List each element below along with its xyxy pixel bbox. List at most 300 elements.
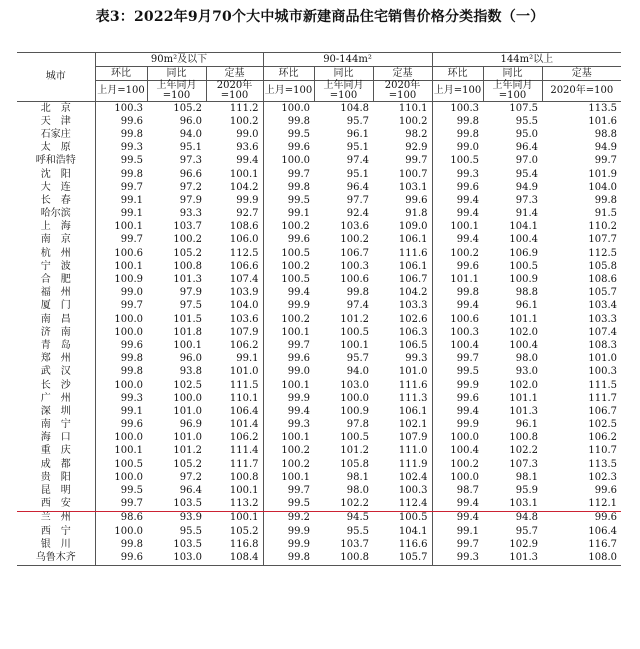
index-value: 99.6 [263,353,314,366]
table-row [17,168,621,181]
index-value: 98.7 [432,484,483,497]
index-value: 101.5 [173,313,202,325]
index-value: 101.3 [173,274,202,286]
index-value: 99.7 [263,339,314,352]
city-name: 呼和浩特 [35,155,76,167]
index-value: 100.9 [95,273,147,286]
table-row [17,379,621,392]
index-value: 99.2 [263,511,314,525]
index-value: 99.3 [432,551,483,565]
index-value: 102.9 [509,538,539,550]
index-value: 103.5 [147,498,206,512]
index-value: 92.7 [236,208,259,220]
index-value: 100.0 [95,432,147,445]
index-value: 101.2 [340,445,370,457]
city-name: 深 圳 [40,405,71,417]
index-value: 111.9 [398,458,428,470]
index-value: 108.6 [588,274,618,286]
index-value: 100.0 [95,326,147,339]
index-value: 99.8 [95,538,147,551]
table-body [17,102,621,566]
subheader-cell: 环比 [263,67,314,81]
index-value: 116.6 [398,538,428,550]
index-value: 100.2 [340,234,370,246]
index-value: 95.7 [515,525,539,537]
city-name: 西 宁 [40,525,71,537]
index-value: 113.2 [206,498,263,512]
index-value: 101.4 [229,419,259,431]
city-name: 长 春 [40,194,71,206]
index-value: 113.5 [588,102,618,114]
subheader-cell: 定基 [373,67,432,81]
city-name: 上 海 [40,221,71,233]
city-name: 长 沙 [40,379,71,391]
index-value: 99.7 [432,538,483,551]
index-value: 99.9 [432,379,483,392]
index-value: 96.9 [179,419,202,431]
index-value: 100.5 [432,155,483,168]
group-header: 90m²及以下 [95,53,263,67]
index-value: 100.0 [432,471,483,484]
table-row [17,432,621,445]
index-value: 103.0 [147,551,206,565]
index-value: 99.3 [405,353,428,365]
index-value: 99.6 [95,419,147,432]
index-value: 100.2 [263,221,314,234]
index-value: 106.7 [340,247,370,259]
index-value: 100.0 [95,379,147,392]
city-name: 昆 明 [40,485,71,497]
city-name: 太 原 [40,142,71,154]
index-value: 99.7 [405,155,428,167]
index-value: 99.3 [95,392,147,405]
index-value: 96.6 [179,168,202,180]
index-value: 99.1 [95,194,147,207]
index-value: 97.0 [515,155,539,167]
index-value: 99.6 [594,485,618,497]
index-value: 99.0 [432,142,483,155]
city-name: 北 京 [40,102,71,114]
index-value: 91.8 [405,208,428,220]
index-value: 112.4 [373,498,432,512]
index-value: 100.2 [263,445,314,458]
index-value: 95.1 [346,142,370,154]
index-value: 107.5 [509,102,539,114]
index-value: 101.3 [509,405,539,417]
index-value: 100.6 [95,247,147,260]
index-value: 104.8 [340,102,370,114]
index-value: 100.1 [229,485,259,497]
index-value: 100.1 [229,512,259,524]
index-value: 99.8 [95,128,147,141]
index-value: 102.2 [509,445,539,457]
index-value: 99.4 [432,300,483,313]
city-name: 宁 波 [40,260,71,272]
subheader-cell: 定基 [206,67,263,81]
index-value: 100.0 [173,392,202,404]
index-value: 116.8 [229,538,259,550]
city-header: 城市 [17,53,95,102]
index-value: 111.6 [398,247,428,259]
index-value: 100.2 [432,458,483,471]
table-row [17,247,621,260]
table-row [17,538,621,551]
index-value: 100.2 [263,458,314,471]
index-value: 112.1 [542,498,621,512]
index-value: 93.9 [179,512,202,524]
index-value: 99.0 [95,287,147,300]
index-value: 98.0 [515,353,539,365]
index-value: 99.1 [236,353,259,365]
index-value: 96.1 [515,419,539,431]
index-value: 96.4 [346,181,370,193]
index-value: 100.1 [95,260,147,273]
index-value: 102.5 [173,379,202,391]
index-value: 108.6 [229,221,259,233]
index-value: 99.6 [95,339,147,352]
index-value: 99.6 [432,392,483,405]
index-value: 100.8 [509,432,539,444]
index-value: 100.1 [263,432,314,445]
index-value: 99.4 [432,208,483,221]
index-value: 97.7 [346,194,370,206]
index-value: 93.0 [515,366,539,378]
city-name: 海 口 [40,432,71,444]
index-value: 99.5 [95,484,147,497]
index-value: 99.3 [263,419,314,432]
index-value: 100.3 [95,102,147,116]
index-value: 99.1 [263,208,314,221]
index-value: 100.5 [398,512,428,524]
index-value: 97.5 [179,300,202,312]
index-value: 99.7 [95,181,147,194]
index-value: 100.9 [509,274,539,286]
table-row [17,208,621,221]
index-value: 99.1 [95,405,147,418]
index-value: 108.3 [588,339,618,351]
index-value: 100.3 [588,366,618,378]
index-value: 107.3 [509,458,539,470]
index-value: 99.9 [263,392,314,405]
index-value: 99.5 [95,155,147,168]
index-value: 92.4 [346,208,370,220]
index-value: 98.2 [405,128,428,140]
index-value: 101.0 [398,366,428,378]
city-name: 武 汉 [40,366,71,378]
index-value: 107.4 [588,326,618,338]
index-value: 95.5 [346,525,370,537]
index-value: 110.1 [229,392,259,404]
index-value: 94.5 [346,512,370,524]
index-value: 112.5 [229,247,259,259]
table-row [17,155,621,168]
index-value: 99.9 [432,419,483,432]
index-value: 97.4 [346,300,370,312]
city-name: 杭 州 [40,247,71,259]
city-name: 西 安 [17,498,95,512]
index-value: 100.0 [340,392,370,404]
city-name: 南 宁 [40,419,71,431]
index-value: 91.5 [594,208,618,220]
index-value: 111.5 [229,379,259,391]
index-value: 102.4 [398,471,428,483]
index-value: 97.9 [179,194,202,206]
index-value: 108.0 [542,551,621,565]
city-name: 哈尔滨 [40,208,71,220]
index-value: 106.6 [229,260,259,272]
table-row [17,313,621,326]
base-header-cell: 2020年=100 [542,81,621,102]
city-name: 济 南 [40,326,71,338]
index-value: 96.1 [346,128,370,140]
index-value: 97.4 [346,155,370,167]
index-value: 99.7 [95,498,147,512]
index-value: 100.5 [95,458,147,471]
index-value: 111.5 [588,379,618,391]
index-value: 101.2 [340,313,370,325]
index-value: 99.7 [263,484,314,497]
index-value: 103.1 [398,181,428,193]
index-value: 100.0 [95,525,147,538]
index-value: 107.9 [229,326,259,338]
index-value: 99.3 [95,142,147,155]
index-value: 94.8 [515,512,539,524]
index-value: 109.0 [398,221,428,233]
index-value: 100.7 [398,168,428,180]
index-value: 97.9 [179,287,202,299]
index-value: 101.0 [588,353,618,365]
index-value: 104.2 [398,287,428,299]
index-value: 106.1 [398,405,428,417]
index-value: 95.1 [346,168,370,180]
index-value: 101.0 [229,366,259,378]
city-name: 银 川 [40,538,71,550]
group-header: 90-144m² [263,53,432,67]
index-value: 111.7 [229,458,259,470]
index-value: 99.6 [594,512,618,524]
index-value: 101.8 [173,326,202,338]
table-row [17,392,621,405]
index-value: 105.2 [173,458,202,470]
index-value: 103.3 [398,300,428,312]
index-value: 101.6 [588,115,618,127]
index-value: 99.9 [263,538,314,551]
index-value: 95.5 [179,525,202,537]
index-value: 100.1 [263,326,314,339]
index-value: 99.4 [263,405,314,418]
index-value: 102.5 [588,419,618,431]
index-value: 92.9 [405,142,428,154]
index-value: 104.0 [588,181,618,193]
index-value: 103.6 [340,221,370,233]
index-value: 96.0 [179,353,202,365]
index-value: 100.1 [263,471,314,484]
index-value: 99.5 [263,194,314,207]
index-value: 104.1 [398,525,428,537]
index-value: 99.7 [95,300,147,313]
base-header-cell: 上年同月=100 [314,81,373,102]
index-value: 100.2 [398,115,428,127]
index-value: 100.0 [432,432,483,445]
index-value: 93.3 [179,208,202,220]
index-value: 101.2 [173,445,202,457]
index-value: 111.4 [229,445,259,457]
index-value: 100.2 [229,115,259,127]
index-value: 101.1 [432,273,483,286]
index-value: 100.8 [229,471,259,483]
index-value: 101.9 [588,168,618,180]
index-value: 97.3 [179,155,202,167]
index-value: 100.3 [432,102,483,116]
index-value: 104.1 [509,221,539,233]
index-value: 99.6 [432,181,483,194]
index-value: 99.8 [263,181,314,194]
index-value: 98.6 [95,511,147,525]
index-value: 100.6 [432,313,483,326]
index-value: 99.6 [432,260,483,273]
city-name: 青 岛 [40,339,71,351]
city-name: 成 都 [40,458,71,470]
index-value: 111.0 [398,445,428,457]
index-value: 106.2 [588,432,618,444]
table-row [17,102,621,116]
index-value: 99.6 [405,194,428,206]
index-value: 99.1 [432,525,483,538]
index-value: 106.4 [588,525,618,537]
index-value: 100.1 [173,339,202,351]
table-row [17,458,621,471]
index-value: 99.7 [594,155,618,167]
table-row [17,287,621,300]
index-value: 99.4 [432,194,483,207]
table-row [17,260,621,273]
index-value: 99.8 [95,168,147,181]
index-value: 99.1 [95,208,147,221]
index-value: 105.2 [229,525,259,537]
table-row [17,128,621,141]
index-value: 99.6 [263,142,314,155]
index-value: 110.2 [588,221,618,233]
table-row [17,551,621,565]
index-value: 99.4 [263,287,314,300]
subheader-cell: 同比 [314,67,373,81]
index-value: 107.7 [588,234,618,246]
index-value: 99.5 [432,366,483,379]
table-row [17,273,621,286]
index-value: 99.9 [263,525,314,538]
index-value: 98.1 [515,471,539,483]
base-header-cell: 上年同月=100 [483,81,542,102]
index-value: 100.4 [509,234,539,246]
index-value: 100.1 [432,221,483,234]
subheader-cell: 环比 [432,67,483,81]
table-row [17,142,621,155]
table-row [17,194,621,207]
city-name: 南 京 [40,234,71,246]
index-value: 103.7 [173,221,202,233]
index-value: 105.7 [373,551,432,565]
index-value: 106.1 [398,260,428,272]
index-value: 95.0 [515,128,539,140]
index-value: 99.6 [95,551,147,565]
base-header-cell: 2020年=100 [373,81,432,102]
index-value: 116.7 [588,538,618,550]
index-value: 100.3 [432,326,483,339]
index-value: 99.0 [236,128,259,140]
index-value: 107.9 [398,432,428,444]
index-value: 97.3 [515,194,539,206]
table-row [17,115,621,128]
index-value: 98.8 [515,287,539,299]
index-value: 95.5 [515,115,539,127]
index-value: 102.1 [398,419,428,431]
index-value: 93.6 [236,142,259,154]
city-name: 合 肥 [40,274,71,286]
index-value: 95.7 [346,115,370,127]
index-value: 100.0 [263,155,314,168]
index-value: 93.8 [179,366,202,378]
index-value: 101.0 [173,405,202,417]
index-value: 105.2 [173,247,202,259]
index-value: 105.8 [588,260,618,272]
index-value: 106.1 [398,234,428,246]
index-value: 99.8 [432,115,483,128]
table-row [17,181,621,194]
city-name: 兰 州 [40,512,71,524]
subheader-cell: 同比 [147,67,206,81]
index-value: 108.4 [206,551,263,565]
index-value: 99.7 [263,168,314,181]
subheader-cell: 定基 [542,67,621,81]
index-value: 98.1 [346,471,370,483]
table-row [17,511,621,525]
index-value: 112.5 [588,247,618,259]
city-name: 沈 阳 [40,168,71,180]
index-value: 98.0 [346,485,370,497]
index-value: 102.0 [509,326,539,338]
index-value: 105.2 [173,102,202,114]
city-name: 厦 门 [40,300,71,312]
index-value: 100.4 [432,339,483,352]
index-value: 100.5 [263,247,314,260]
table-row [17,445,621,458]
index-value: 96.4 [179,485,202,497]
index-value: 106.4 [229,405,259,417]
index-value: 99.0 [263,366,314,379]
index-value: 95.7 [346,353,370,365]
index-value: 113.5 [588,458,618,470]
index-value: 111.7 [588,392,618,404]
index-value: 100.1 [95,221,147,234]
index-value: 100.1 [229,168,259,180]
index-value: 99.8 [346,287,370,299]
index-value: 103.6 [229,313,259,325]
index-value: 99.4 [432,511,483,525]
index-value: 99.4 [432,405,483,418]
index-value: 99.4 [236,155,259,167]
city-name: 郑 州 [40,353,71,365]
index-value: 95.9 [515,485,539,497]
index-value: 110.1 [398,102,428,114]
index-value: 104.0 [229,300,259,312]
index-value: 103.3 [588,313,618,325]
index-value: 103.4 [588,300,618,312]
city-name: 福 州 [40,287,71,299]
index-value: 103.9 [229,287,259,299]
city-name: 大 连 [40,181,71,193]
index-value: 106.2 [229,339,259,351]
index-value: 91.4 [515,208,539,220]
